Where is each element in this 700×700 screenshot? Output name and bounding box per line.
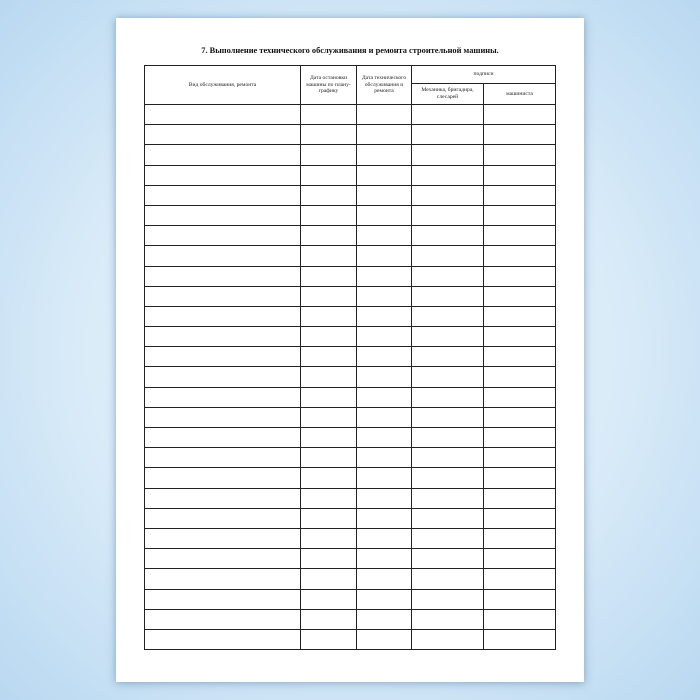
table-cell: [484, 508, 556, 528]
table-row: [145, 367, 556, 387]
table-row: [145, 145, 556, 165]
table-cell: [412, 347, 484, 367]
table-cell: [357, 367, 412, 387]
table-cell: [145, 306, 301, 326]
table-cell: [412, 468, 484, 488]
table-cell: [301, 205, 357, 225]
table-cell: [412, 488, 484, 508]
table-cell: [357, 407, 412, 427]
table-cell: [412, 105, 484, 125]
table-row: [145, 549, 556, 569]
table-cell: [412, 145, 484, 165]
table-cell: [484, 407, 556, 427]
table-cell: [301, 327, 357, 347]
table-cell: [357, 286, 412, 306]
table-cell: [301, 488, 357, 508]
table-cell: [301, 145, 357, 165]
table-cell: [412, 589, 484, 609]
table-row: [145, 428, 556, 448]
table-cell: [145, 549, 301, 569]
table-cell: [412, 549, 484, 569]
table-cell: [301, 448, 357, 468]
table-cell: [484, 609, 556, 629]
table-cell: [357, 488, 412, 508]
table-cell: [145, 508, 301, 528]
table-cell: [357, 145, 412, 165]
table-cell: [484, 266, 556, 286]
table-cell: [357, 528, 412, 548]
table-row: [145, 246, 556, 266]
table-cell: [357, 266, 412, 286]
table-cell: [301, 569, 357, 589]
table-cell: [357, 549, 412, 569]
table-cell: [412, 629, 484, 649]
table-cell: [145, 468, 301, 488]
document-title: 7. Выполнение технического обслуживания и ремонта строительной машины.: [201, 46, 499, 55]
table-cell: [145, 569, 301, 589]
table-cell: [357, 306, 412, 326]
table-cell: [357, 185, 412, 205]
table-cell: [484, 367, 556, 387]
header-operator-signature: машиниста: [484, 84, 556, 105]
table-cell: [145, 185, 301, 205]
header-signatures: подписи: [412, 66, 556, 84]
table-cell: [484, 468, 556, 488]
table-cell: [484, 125, 556, 145]
table-cell: [484, 528, 556, 548]
table-cell: [484, 347, 556, 367]
table-cell: [412, 407, 484, 427]
table-cell: [145, 105, 301, 125]
table-cell: [484, 306, 556, 326]
table-cell: [145, 488, 301, 508]
table-cell: [412, 266, 484, 286]
table-cell: [484, 165, 556, 185]
header-mechanic-signature: Механика, бригадира, слесарей: [412, 84, 484, 105]
table-cell: [301, 549, 357, 569]
table-cell: [412, 306, 484, 326]
table-cell: [301, 306, 357, 326]
table-cell: [484, 589, 556, 609]
table-cell: [484, 488, 556, 508]
table-cell: [301, 105, 357, 125]
table-row: [145, 347, 556, 367]
table-row: [145, 448, 556, 468]
table-cell: [301, 165, 357, 185]
table-cell: [145, 589, 301, 609]
table-row: [145, 125, 556, 145]
table-row: [145, 589, 556, 609]
table-cell: [484, 569, 556, 589]
table-row: [145, 629, 556, 649]
table-cell: [357, 327, 412, 347]
table-cell: [301, 629, 357, 649]
table-cell: [412, 327, 484, 347]
table-cell: [301, 246, 357, 266]
table-cell: [301, 367, 357, 387]
table-cell: [145, 407, 301, 427]
table-row: [145, 105, 556, 125]
table-row: [145, 468, 556, 488]
table-cell: [357, 125, 412, 145]
table-cell: [145, 367, 301, 387]
table-cell: [357, 468, 412, 488]
table-cell: [145, 347, 301, 367]
table-body: [145, 105, 556, 650]
table-cell: [412, 185, 484, 205]
header-planned-stop-date: Дата остановки машины по плану-графику: [301, 66, 357, 105]
maintenance-log-table: [144, 65, 556, 650]
table-cell: [301, 428, 357, 448]
table-cell: [357, 609, 412, 629]
table-cell: [357, 448, 412, 468]
table-cell: [145, 165, 301, 185]
table-cell: [145, 609, 301, 629]
table-cell: [484, 286, 556, 306]
table-row: [145, 266, 556, 286]
table-cell: [145, 528, 301, 548]
table-row: [145, 609, 556, 629]
table-row: [145, 286, 556, 306]
table-cell: [412, 609, 484, 629]
table-cell: [145, 266, 301, 286]
table-cell: [357, 629, 412, 649]
table-cell: [484, 387, 556, 407]
table-cell: [357, 589, 412, 609]
table-row: [145, 488, 556, 508]
table-cell: [484, 246, 556, 266]
table-cell: [357, 165, 412, 185]
table-cell: [145, 448, 301, 468]
table-cell: [301, 528, 357, 548]
table-cell: [301, 508, 357, 528]
table-row: [145, 528, 556, 548]
table-cell: [484, 226, 556, 246]
table-cell: [484, 105, 556, 125]
table-cell: [484, 549, 556, 569]
table-cell: [357, 246, 412, 266]
table-cell: [357, 105, 412, 125]
table-cell: [301, 266, 357, 286]
table-cell: [484, 629, 556, 649]
table-cell: [145, 145, 301, 165]
table-cell: [301, 468, 357, 488]
table-cell: [301, 609, 357, 629]
table-cell: [412, 246, 484, 266]
table-cell: [145, 286, 301, 306]
table-cell: [301, 226, 357, 246]
table-cell: [145, 125, 301, 145]
table-cell: [412, 286, 484, 306]
table-cell: [412, 205, 484, 225]
table-cell: [357, 205, 412, 225]
table-cell: [484, 428, 556, 448]
table-cell: [301, 589, 357, 609]
table-cell: [412, 125, 484, 145]
table-cell: [145, 387, 301, 407]
table-cell: [357, 347, 412, 367]
table-cell: [412, 569, 484, 589]
table-cell: [412, 367, 484, 387]
table-cell: [357, 226, 412, 246]
table-cell: [412, 387, 484, 407]
table-cell: [484, 448, 556, 468]
table-cell: [412, 528, 484, 548]
table-cell: [484, 327, 556, 347]
table-cell: [484, 205, 556, 225]
table-cell: [357, 428, 412, 448]
table-cell: [301, 407, 357, 427]
table-cell: [484, 145, 556, 165]
table-cell: [145, 327, 301, 347]
table-row: [145, 508, 556, 528]
header-service-type: Вид обслуживания, ремонта: [145, 66, 301, 105]
table-cell: [145, 246, 301, 266]
table-cell: [301, 347, 357, 367]
document-page: [116, 18, 584, 682]
table-cell: [357, 569, 412, 589]
table-row: [145, 165, 556, 185]
table-row: [145, 185, 556, 205]
table-cell: [145, 629, 301, 649]
table-cell: [412, 165, 484, 185]
header-service-date: Дата технического обслуживания и ремонта: [357, 66, 412, 105]
table-cell: [301, 125, 357, 145]
table-cell: [412, 508, 484, 528]
table-row: [145, 205, 556, 225]
table-cell: [145, 428, 301, 448]
table-cell: [301, 286, 357, 306]
table-cell: [357, 387, 412, 407]
table-cell: [412, 428, 484, 448]
table-cell: [357, 508, 412, 528]
table-cell: [484, 185, 556, 205]
table-cell: [145, 205, 301, 225]
table-row: [145, 226, 556, 246]
table-row: [145, 327, 556, 347]
table-cell: [412, 448, 484, 468]
table-cell: [412, 226, 484, 246]
table-row: [145, 306, 556, 326]
table-cell: [301, 185, 357, 205]
table-row: [145, 387, 556, 407]
table-row: [145, 569, 556, 589]
table-row: [145, 407, 556, 427]
table-cell: [301, 387, 357, 407]
table-cell: [145, 226, 301, 246]
